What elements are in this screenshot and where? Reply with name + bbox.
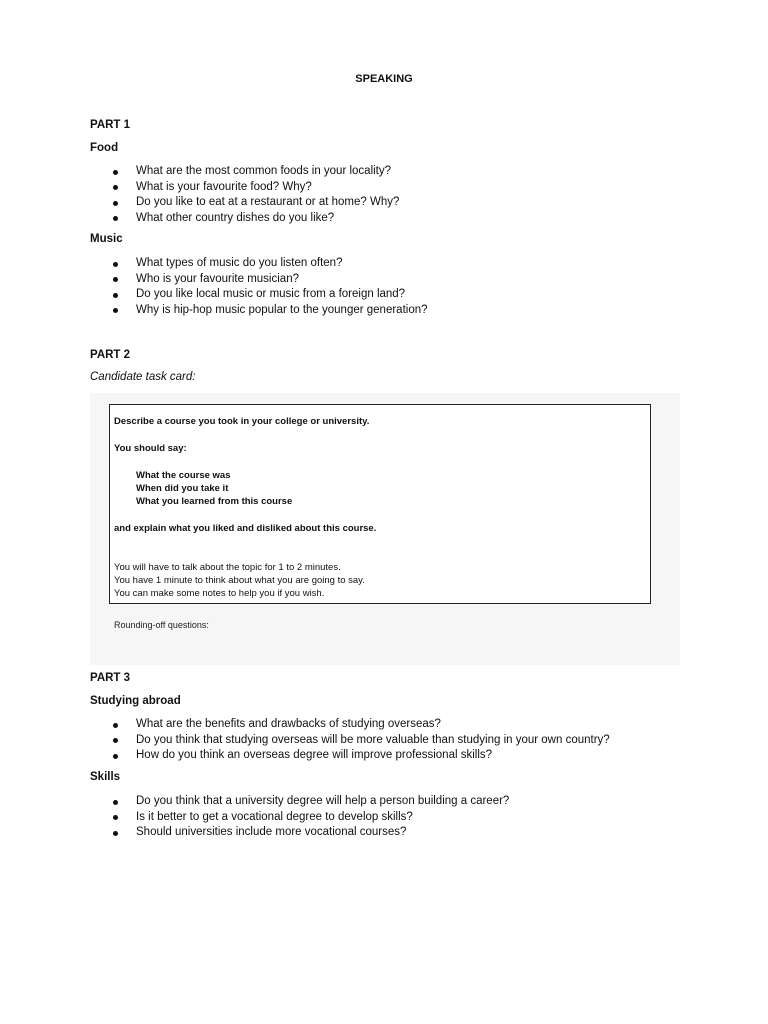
card-should-say: You should say: (114, 443, 187, 454)
list-item: How do you think an overseas degree will improve professional skills? (113, 748, 610, 764)
card-instruction: You can make some notes to help you if you wish. (114, 588, 325, 599)
candidate-task-card (109, 404, 651, 604)
rounding-off-label: Rounding-off questions: (114, 620, 209, 630)
bullet-icon (113, 216, 118, 221)
card-instruction: You have 1 minute to think about what you are going to say. (114, 575, 365, 586)
document-title: SPEAKING (355, 73, 413, 85)
bullet-icon (113, 723, 118, 728)
part1-heading: PART 1 (90, 119, 131, 131)
card-instruction: You will have to talk about the topic for 1 to 2 minutes. (114, 562, 341, 573)
task-card-label: Candidate task card: (90, 371, 196, 383)
bullet-icon (113, 201, 118, 206)
topic-skills-heading: Skills (90, 771, 121, 783)
bullet-icon (113, 293, 118, 298)
food-question-list (113, 164, 399, 226)
card-point: What you learned from this course (136, 496, 293, 507)
list-item: What types of music do you listen often? (113, 256, 428, 272)
topic-music-heading: Music (90, 233, 123, 245)
bullet-icon (113, 277, 118, 282)
list-item: What are the benefits and drawbacks of studying overseas? (113, 717, 610, 733)
part3-heading: PART 3 (90, 672, 131, 684)
list-item: Who is your favourite musician? (113, 272, 428, 288)
list-item: Should universities include more vocational courses? (113, 825, 509, 841)
list-item: Do you think that a university degree will help a person building a career? (113, 794, 509, 810)
part2-heading: PART 2 (90, 349, 131, 361)
bullet-icon (113, 262, 118, 267)
bullet-icon (113, 738, 118, 743)
bullet-icon (113, 170, 118, 175)
list-item: What are the most common foods in your locality? (113, 164, 399, 180)
card-point: When did you take it (136, 483, 229, 494)
list-item: Why is hip-hop music popular to the younger generation? (113, 303, 428, 319)
bullet-icon (113, 831, 118, 836)
bullet-icon (113, 308, 118, 313)
list-item: Do you like to eat at a restaurant or at home? Why? (113, 195, 399, 211)
skills-question-list (113, 794, 509, 841)
bullet-icon (113, 815, 118, 820)
bullet-icon (113, 185, 118, 190)
topic-studying-abroad-heading: Studying abroad (90, 695, 181, 707)
list-item: Do you think that studying overseas will be more valuable than studying in your own country? (113, 733, 610, 749)
bullet-icon (113, 754, 118, 759)
studying-abroad-question-list (113, 717, 610, 764)
list-item: What is your favourite food? Why? (113, 180, 399, 196)
music-question-list (113, 256, 428, 318)
card-explain: and explain what you liked and disliked about this course. (114, 523, 377, 534)
list-item: Is it better to get a vocational degree to develop skills? (113, 810, 509, 826)
bullet-icon (113, 800, 118, 805)
card-point: What the course was (136, 470, 231, 481)
list-item: What other country dishes do you like? (113, 211, 399, 227)
list-item: Do you like local music or music from a foreign land? (113, 287, 428, 303)
card-describe: Describe a course you took in your college or university. (114, 416, 370, 427)
topic-food-heading: Food (90, 142, 119, 154)
